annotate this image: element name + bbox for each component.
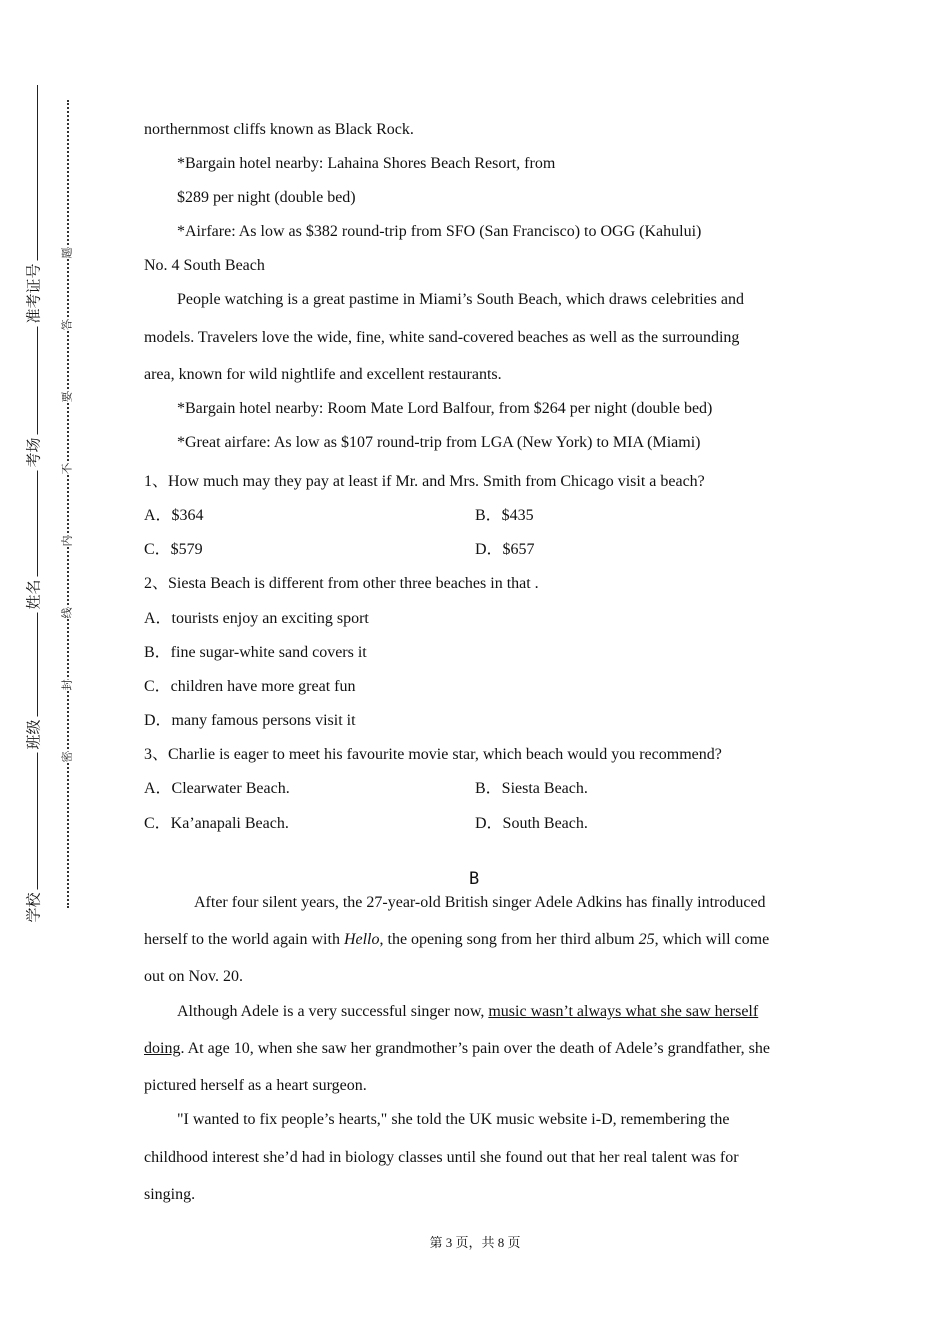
binding-label-exam-room: 考场: [23, 434, 44, 470]
passage-line: After four silent years, the 27-year-old British singer Adele Adkins has finally introduced: [194, 894, 766, 911]
seal-char: 要: [57, 392, 77, 403]
option-2c: C．children have more great fun: [144, 678, 356, 695]
page-footer: 第 3 页，共 8 页: [429, 1235, 521, 1250]
passage-line: pictured herself as a heart surgeon.: [144, 1077, 367, 1094]
seal-char: 内: [57, 536, 77, 547]
binding-line: [37, 85, 38, 925]
section-title: B: [469, 869, 480, 889]
binding-label-name: 姓名: [23, 576, 44, 612]
option-3c: C．Ka’anapali Beach.: [144, 815, 289, 832]
option-3a: A．Clearwater Beach.: [144, 780, 290, 797]
seal-char: 密: [57, 752, 77, 763]
question-3: 3、Charlie is eager to meet his favourite movie star, which beach would you recommend?: [144, 746, 722, 763]
airfare-info: *Airfare: As low as $382 round-trip from SFO (San Francisco) to OGG (Kahului): [177, 223, 702, 240]
airfare-info: *Great airfare: As low as $107 round-trip from LGA (New York) to MIA (Miami): [177, 434, 701, 451]
seal-char: 不: [57, 464, 77, 475]
binding-label-exam-number: 准考证号: [23, 260, 44, 326]
passage-line: doing. At age 10, when she saw her grandmother’s pain over the death of Adele’s grandfather, she: [144, 1040, 770, 1057]
seal-char: 答: [57, 320, 77, 331]
passage-line: northernmost cliffs known as Black Rock.: [144, 121, 414, 138]
hotel-info: *Bargain hotel nearby: Lahaina Shores Beach Resort, from: [177, 155, 556, 172]
passage-line: singing.: [144, 1186, 196, 1203]
question-1: 1、How much may they pay at least if Mr. and Mrs. Smith from Chicago visit a beach?: [144, 473, 705, 490]
passage-line: out on Nov. 20.: [144, 968, 243, 985]
underlined-phrase: music wasn’t always what she saw herself: [488, 1003, 759, 1020]
seal-char: 线: [57, 608, 77, 619]
passage-line: "I wanted to fix people’s hearts," she told the UK music website i-D, remembering the: [177, 1111, 730, 1128]
binding-label-class: 班级: [23, 716, 44, 752]
hotel-info: *Bargain hotel nearby: Room Mate Lord Balfour, from $264 per night (double bed): [177, 400, 713, 417]
binding-label-school: 学校: [23, 889, 44, 925]
passage-line: models. Travelers love the wide, fine, white sand-covered beaches as well as the surrounding: [144, 329, 740, 346]
option-2b: B．fine sugar-white sand covers it: [144, 644, 367, 661]
album-title: 25: [638, 931, 655, 948]
passage-line: herself to the world again with Hello, the opening song from her third album 25, which will come: [144, 931, 770, 948]
seal-dotted-line: [67, 100, 69, 908]
option-3d: D．South Beach.: [475, 815, 588, 832]
option-1c: C．$579: [144, 541, 203, 558]
option-3b: B．Siesta Beach.: [475, 780, 588, 797]
passage-line: People watching is a great pastime in Miami’s South Beach, which draws celebrities and: [177, 291, 744, 308]
option-1d: D．$657: [475, 541, 535, 558]
song-title: Hello: [343, 931, 380, 948]
passage-line: area, known for wild nightlife and excellent restaurants.: [144, 366, 502, 383]
seal-char: 题: [57, 248, 77, 259]
option-2d: D．many famous persons visit it: [144, 712, 356, 729]
question-2: 2、Siesta Beach is different from other three beaches in that .: [144, 575, 539, 592]
passage-line: Although Adele is a very successful singer now, music wasn’t always what she saw herself: [177, 1003, 759, 1020]
hotel-info: $289 per night (double bed): [177, 189, 356, 206]
option-1b: B．$435: [475, 507, 534, 524]
option-2a: A．tourists enjoy an exciting sport: [144, 610, 369, 627]
beach-heading: No. 4 South Beach: [144, 257, 265, 274]
option-1a: A．$364: [144, 507, 204, 524]
seal-char: 封: [57, 680, 77, 691]
underlined-phrase: doing: [144, 1040, 181, 1057]
passage-line: childhood interest she’d had in biology classes until she found out that her real talent was for: [144, 1149, 739, 1166]
